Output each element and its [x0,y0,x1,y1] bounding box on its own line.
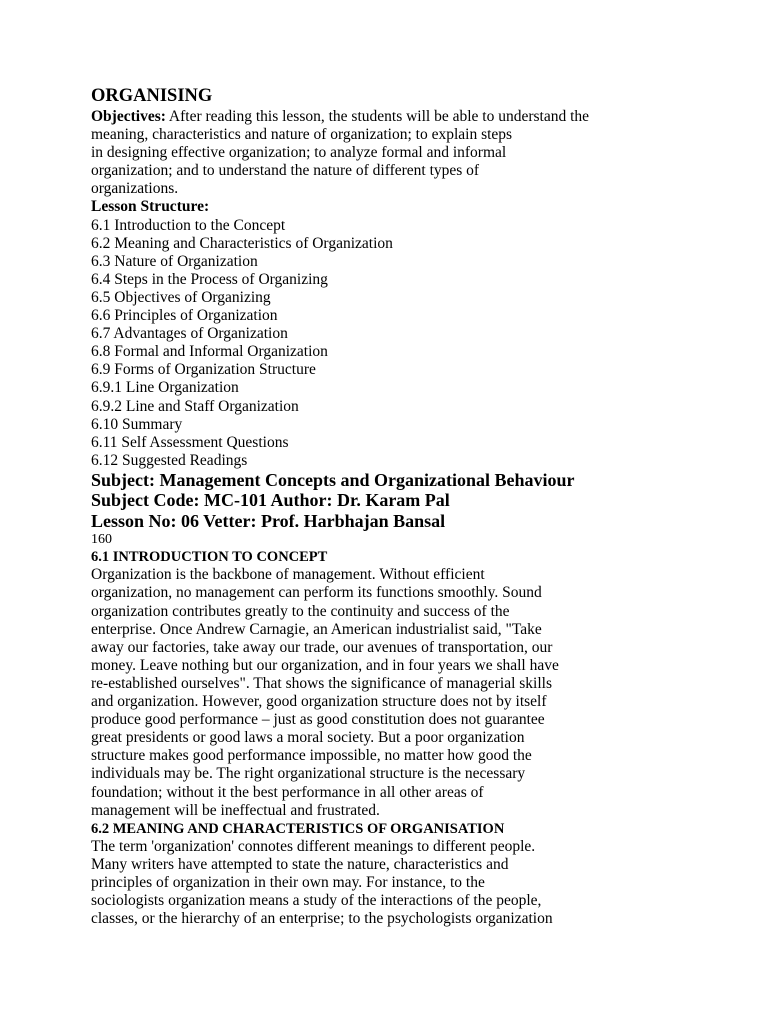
lesson-item: 6.3 Nature of Organization [91,252,258,270]
lesson-item: 6.7 Advantages of Organization [91,325,288,343]
section-heading-introduction: 6.1 INTRODUCTION TO CONCEPT [91,549,328,566]
paragraph-line: individuals may be. The right organizational structure is the necessary [91,765,526,783]
paragraph-line: structure makes good performance impossible, no matter how good the [91,747,532,765]
lesson-item: 6.5 Objectives of Organizing [91,288,271,306]
lesson-number-line: Lesson No: 06 Vetter: Prof. Harbhajan Bansal [91,510,446,531]
paragraph-line: enterprise. Once Andrew Carnagie, an American industrialist said, "Take [91,620,542,638]
lesson-item: 6.9.1 Line Organization [91,379,239,397]
paragraph-line: great presidents or good laws a moral society. But a poor organization [91,729,525,747]
paragraph-line: Many writers have attempted to state the nature, characteristics and [91,855,509,873]
lesson-item: 6.9.2 Line and Staff Organization [91,397,299,415]
paragraph-line: principles of organization in their own may. For instance, to the [91,873,485,891]
lesson-item: 6.1 Introduction to the Concept [91,216,286,234]
paragraph-line: classes, or the hierarchy of an enterprise; to the psychologists organization [91,910,553,928]
lesson-structure-list [91,217,651,470]
lesson-item: 6.6 Principles of Organization [91,307,278,325]
paragraph-line: re-established ourselves". That shows the significance of managerial skills [91,674,553,692]
paragraph-line: and organization. However, good organization structure does not by itself [91,693,547,711]
lesson-structure-label: Lesson Structure: [91,198,210,216]
paragraph-line: foundation; without it the best performance in all other areas of [91,783,484,801]
paragraph-line: money. Leave nothing but our organization, and in four years we shall have [91,656,559,674]
objectives-line: in designing effective organization; to analyze formal and informal [91,144,507,162]
page-number: 160 [91,532,112,548]
objectives-paragraph [91,108,651,198]
objectives-line: organizations. [91,180,179,198]
meaning-paragraph [91,838,651,928]
objectives-line: meaning, characteristics and nature of organization; to explain steps [91,126,513,144]
subject-code-line: Subject Code: MC-101 Author: Dr. Karam Pal [91,490,450,511]
introduction-paragraph [91,566,651,819]
lesson-item: 6.12 Suggested Readings [91,451,248,469]
paragraph-line: sociologists organization means a study of the interactions of the people, [91,891,542,909]
lesson-item: 6.10 Summary [91,415,183,433]
document-body [91,84,651,928]
lesson-item: 6.2 Meaning and Characteristics of Organization [91,234,393,252]
document-title: ORGANISING [91,86,213,106]
objectives-label: Objectives: [91,108,166,125]
lesson-item: 6.9 Forms of Organization Structure [91,361,316,379]
lesson-item: 6.4 Steps in the Process of Organizing [91,270,328,288]
paragraph-line: away our factories, take away our trade, our avenues of transportation, our [91,638,553,656]
paragraph-line: The term 'organization' connotes different meanings to different people. [91,837,536,855]
lesson-item: 6.11 Self Assessment Questions [91,433,289,451]
lesson-item: 6.8 Formal and Informal Organization [91,343,328,361]
paragraph-line: Organization is the backbone of management. Without efficient [91,566,485,584]
paragraph-line: management will be ineffectual and frustrated. [91,801,380,819]
objectives-line: After reading this lesson, the students will be able to understand the [165,108,590,125]
subject-line: Subject: Management Concepts and Organizational Behaviour [91,469,575,490]
paragraph-line: produce good performance – just as good constitution does not guarantee [91,711,545,729]
paragraph-line: organization, no management can perform its functions smoothly. Sound [91,584,542,602]
section-heading-meaning: 6.2 MEANING AND CHARACTERISTICS OF ORGANISATION [91,820,505,837]
objectives-line: organization; and to understand the nature of different types of [91,162,480,180]
paragraph-line: organization contributes greatly to the continuity and success of the [91,602,510,620]
